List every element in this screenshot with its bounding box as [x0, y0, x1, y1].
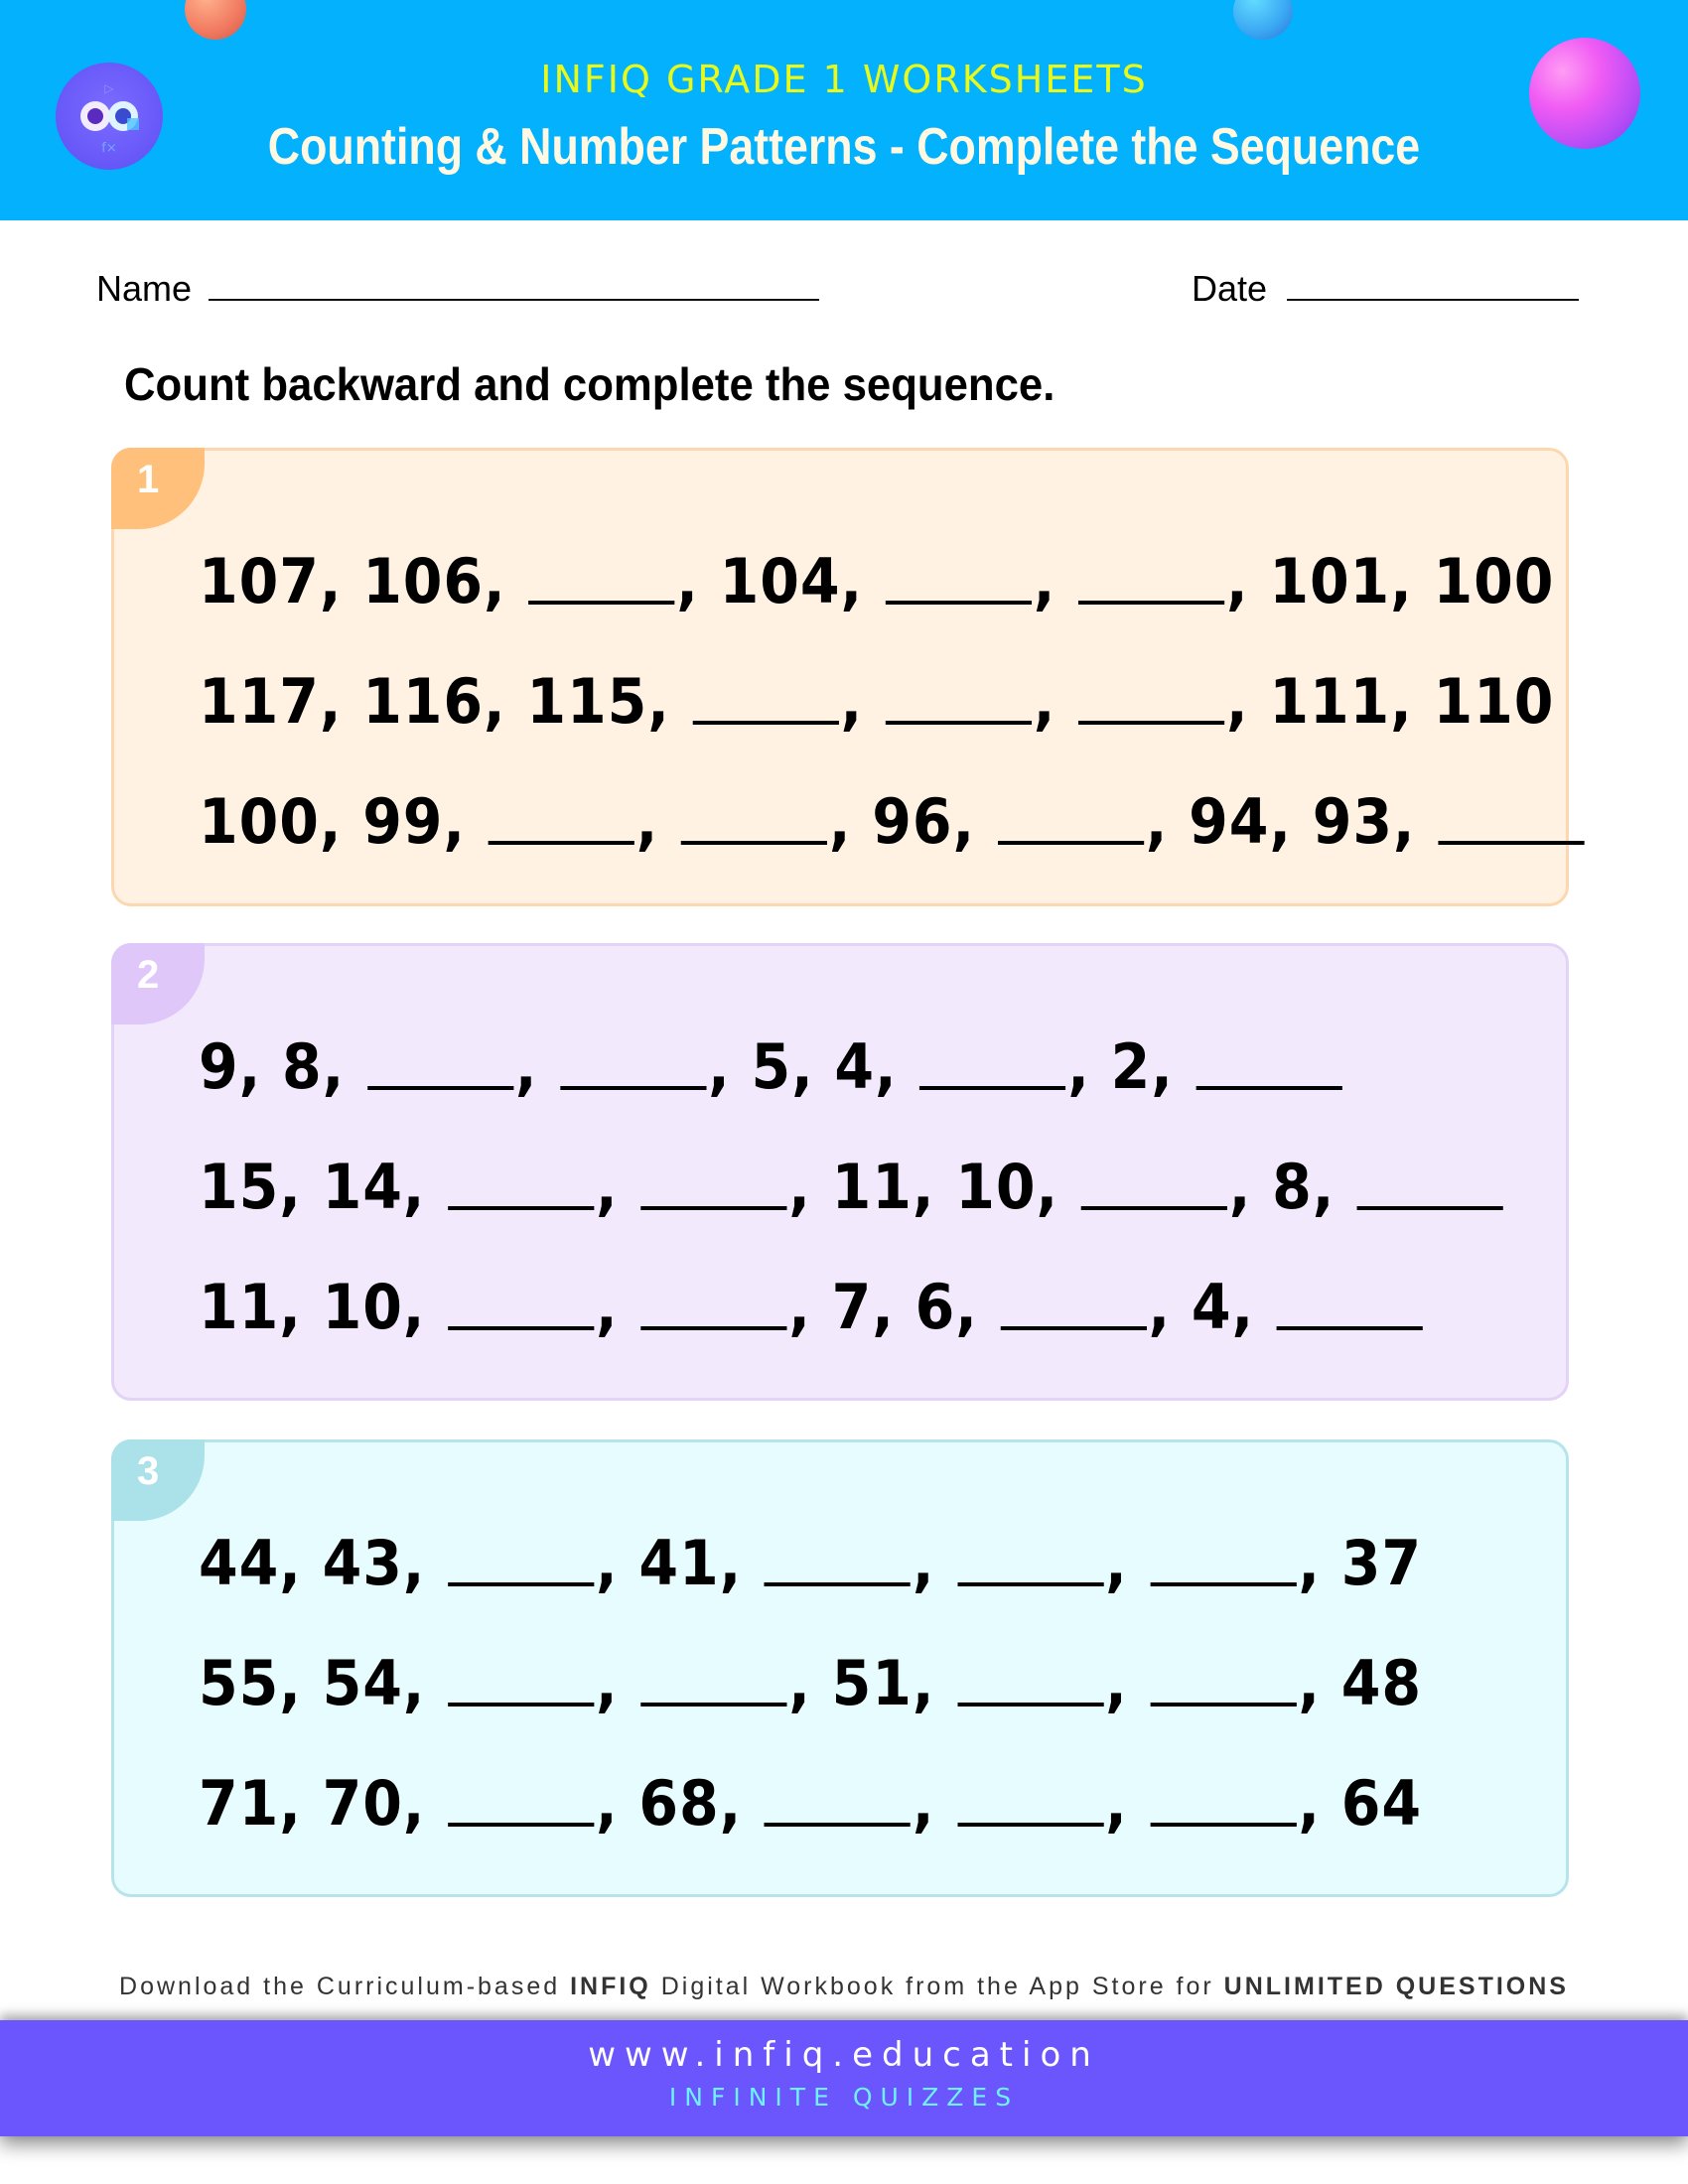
sequence-number: 8 [1272, 1151, 1313, 1223]
comma-separator: , [322, 1030, 365, 1103]
comma-separator: , [1298, 1527, 1341, 1599]
section-number-badge: 3 [111, 1439, 205, 1521]
comma-separator: , [1145, 785, 1190, 858]
sequence-number: 6 [914, 1271, 956, 1343]
answer-blank[interactable] [886, 601, 1032, 605]
answer-blank[interactable] [1150, 1823, 1296, 1827]
comma-separator: , [484, 665, 527, 738]
comma-separator: , [788, 1271, 832, 1343]
instruction-text: Count backward and complete the sequence. [124, 358, 1055, 410]
comma-separator: , [279, 1151, 323, 1223]
comma-separator: , [1033, 665, 1077, 738]
comma-separator: , [484, 545, 527, 617]
comma-separator: , [1105, 1647, 1149, 1719]
comma-separator: , [1392, 785, 1437, 858]
comma-separator: , [840, 545, 884, 617]
section-number-badge: 1 [111, 448, 205, 529]
answer-blank[interactable] [957, 1823, 1103, 1827]
answer-blank[interactable] [681, 841, 827, 845]
comma-separator: , [1225, 665, 1270, 738]
promo-emphasis: UNLIMITED QUESTIONS [1223, 1973, 1569, 2000]
sequence-number: 55 [199, 1647, 280, 1719]
promo-text [0, 1973, 1688, 2001]
comma-separator: , [875, 1030, 918, 1103]
answer-blank[interactable] [765, 1582, 911, 1586]
comma-separator: , [1105, 1767, 1149, 1840]
answer-blank[interactable] [448, 1703, 594, 1706]
website-link[interactable]: www.infiq.education [588, 2035, 1100, 2075]
sequence-number: 117 [199, 665, 320, 738]
sequence-row [199, 1271, 1425, 1343]
sequence-number: 64 [1340, 1767, 1422, 1840]
answer-blank[interactable] [640, 1326, 786, 1330]
section-number-badge: 2 [111, 943, 205, 1024]
comma-separator: , [912, 1527, 956, 1599]
tagline: INFINITE QUIZZES [668, 2083, 1020, 2112]
answer-blank[interactable] [1277, 1326, 1423, 1330]
comma-separator: , [1151, 1030, 1195, 1103]
comma-separator: , [912, 1767, 956, 1840]
sequence-number: 43 [322, 1527, 403, 1599]
comma-separator: , [238, 1030, 282, 1103]
sequence-number: 94 [1189, 785, 1270, 858]
sequence-number: 14 [322, 1151, 403, 1223]
comma-separator: , [279, 1767, 323, 1840]
comma-separator: , [791, 1030, 835, 1103]
sequence-number: 8 [281, 1030, 323, 1103]
decorative-blue-ball [1233, 0, 1293, 40]
comma-separator: , [279, 1271, 323, 1343]
answer-blank[interactable] [692, 721, 838, 725]
comma-separator: , [1105, 1527, 1149, 1599]
sequence-row [199, 1030, 1344, 1103]
answer-blank[interactable] [367, 1086, 513, 1090]
comma-separator: , [1312, 1151, 1356, 1223]
sequence-number: 115 [526, 665, 648, 738]
comma-separator: , [279, 1527, 323, 1599]
sequence-row [199, 1151, 1505, 1223]
answer-blank[interactable] [448, 1206, 594, 1210]
sequence-number: 68 [638, 1767, 720, 1840]
sequence-number: 10 [322, 1271, 403, 1343]
sequence-row [199, 545, 1554, 617]
comma-separator: , [596, 1151, 639, 1223]
sequence-number: 100 [199, 785, 320, 858]
sequence-row [199, 1527, 1422, 1599]
comma-separator: , [1390, 665, 1434, 738]
date-label: Date [1192, 268, 1268, 309]
sequence-number: 37 [1340, 1527, 1422, 1599]
comma-separator: , [872, 1271, 915, 1343]
sequence-number: 44 [199, 1527, 280, 1599]
sequence-number: 116 [362, 665, 485, 738]
answer-blank[interactable] [1078, 721, 1224, 725]
answer-blank[interactable] [765, 1823, 911, 1827]
answer-blank[interactable] [448, 1823, 594, 1827]
answer-blank[interactable] [998, 841, 1144, 845]
comma-separator: , [1228, 1151, 1273, 1223]
comma-separator: , [1036, 1151, 1079, 1223]
comma-separator: , [788, 1647, 832, 1719]
comma-separator: , [319, 545, 363, 617]
sequence-row [199, 785, 1586, 858]
answer-blank[interactable] [886, 721, 1032, 725]
answer-blank[interactable] [640, 1206, 786, 1210]
promo-middle: Digital Workbook from the App Store for [650, 1973, 1224, 2000]
sequence-number: 93 [1312, 785, 1393, 858]
answer-blank[interactable] [1150, 1582, 1296, 1586]
sequence-number: 101 [1269, 545, 1391, 617]
answer-blank[interactable] [1150, 1703, 1296, 1706]
comma-separator: , [788, 1151, 832, 1223]
comma-separator: , [596, 1647, 639, 1719]
sequence-row [199, 1647, 1422, 1719]
page-title: Counting & Number Patterns - Complete the Sequence [267, 118, 1421, 176]
svg-text:f×: f× [101, 141, 117, 156]
answer-blank[interactable] [528, 601, 674, 605]
comma-separator: , [912, 1647, 956, 1719]
answer-blank[interactable] [1078, 601, 1224, 605]
comma-separator: , [1269, 785, 1313, 858]
sequence-row [199, 1767, 1422, 1840]
sequence-number: 106 [362, 545, 485, 617]
comma-separator: , [708, 1030, 752, 1103]
header-banner [0, 0, 1688, 220]
sequence-number: 10 [955, 1151, 1037, 1223]
answer-blank[interactable] [489, 841, 634, 845]
comma-separator: , [1033, 545, 1077, 617]
comma-separator: , [719, 1767, 764, 1840]
sequence-number: 70 [322, 1767, 403, 1840]
comma-separator: , [319, 785, 363, 858]
sequence-number: 9 [199, 1030, 239, 1103]
answer-blank[interactable] [919, 1086, 1065, 1090]
comma-separator: , [1225, 545, 1270, 617]
comma-separator: , [279, 1647, 323, 1719]
comma-separator: , [319, 665, 363, 738]
sequence-number: 48 [1340, 1647, 1422, 1719]
brand-heading: INFIQ GRADE 1 WORKSHEETS [540, 58, 1148, 101]
sequence-number: 5 [751, 1030, 792, 1103]
comma-separator: , [402, 1767, 447, 1840]
sequence-number: 51 [831, 1647, 913, 1719]
sequence-number: 104 [719, 545, 841, 617]
sequence-number: 11 [831, 1151, 913, 1223]
sequence-number: 96 [872, 785, 953, 858]
comma-separator: , [1298, 1647, 1341, 1719]
sequence-number: 111 [1269, 665, 1391, 738]
sequence-number: 54 [322, 1647, 403, 1719]
comma-separator: , [952, 785, 996, 858]
sequence-row [199, 665, 1554, 738]
answer-blank[interactable] [560, 1086, 706, 1090]
answer-blank[interactable] [957, 1703, 1103, 1706]
name-field[interactable] [209, 299, 819, 301]
section-card-2 [111, 943, 1569, 1401]
sequence-number: 107 [199, 545, 320, 617]
sequence-number: 15 [199, 1151, 280, 1223]
comma-separator: , [1231, 1271, 1275, 1343]
answer-blank[interactable] [1000, 1326, 1146, 1330]
answer-blank[interactable] [448, 1326, 594, 1330]
answer-blank[interactable] [1438, 841, 1584, 845]
answer-blank[interactable] [448, 1582, 594, 1586]
comma-separator: , [443, 785, 487, 858]
sequence-number: 71 [199, 1767, 280, 1840]
comma-separator: , [1390, 545, 1434, 617]
sequence-number: 100 [1433, 545, 1555, 617]
answer-blank[interactable] [1357, 1206, 1503, 1210]
comma-separator: , [828, 785, 873, 858]
comma-separator: , [840, 665, 884, 738]
comma-separator: , [596, 1271, 639, 1343]
sequence-number: 2 [1110, 1030, 1152, 1103]
answer-blank[interactable] [1081, 1206, 1227, 1210]
comma-separator: , [647, 665, 691, 738]
promo-brand: INFIQ [570, 1973, 651, 2000]
svg-text:▷: ▷ [104, 81, 114, 95]
comma-separator: , [402, 1647, 447, 1719]
sequence-number: 7 [831, 1271, 873, 1343]
comma-separator: , [514, 1030, 559, 1103]
comma-separator: , [719, 1527, 764, 1599]
answer-blank[interactable] [640, 1703, 786, 1706]
sequence-number: 41 [638, 1527, 720, 1599]
sequence-number: 4 [1191, 1271, 1232, 1343]
sequence-number: 4 [834, 1030, 876, 1103]
comma-separator: , [1067, 1030, 1111, 1103]
sequence-number: 11 [199, 1271, 280, 1343]
decorative-orange-ball [185, 0, 246, 40]
promo-prefix: Download the Curriculum-based [119, 1973, 571, 2000]
answer-blank[interactable] [1196, 1086, 1341, 1090]
section-card-1 [111, 448, 1569, 906]
section-card-3 [111, 1439, 1569, 1897]
comma-separator: , [676, 545, 720, 617]
sequence-number: 99 [362, 785, 444, 858]
comma-separator: , [402, 1151, 447, 1223]
name-label: Name [96, 268, 193, 309]
answer-blank[interactable] [957, 1582, 1103, 1586]
sequence-number: 110 [1433, 665, 1555, 738]
comma-separator: , [596, 1527, 639, 1599]
date-field[interactable] [1287, 299, 1579, 301]
comma-separator: , [1148, 1271, 1192, 1343]
comma-separator: , [402, 1271, 447, 1343]
comma-separator: , [402, 1527, 447, 1599]
comma-separator: , [955, 1271, 999, 1343]
comma-separator: , [635, 785, 680, 858]
comma-separator: , [912, 1151, 956, 1223]
comma-separator: , [596, 1767, 639, 1840]
comma-separator: , [1298, 1767, 1341, 1840]
